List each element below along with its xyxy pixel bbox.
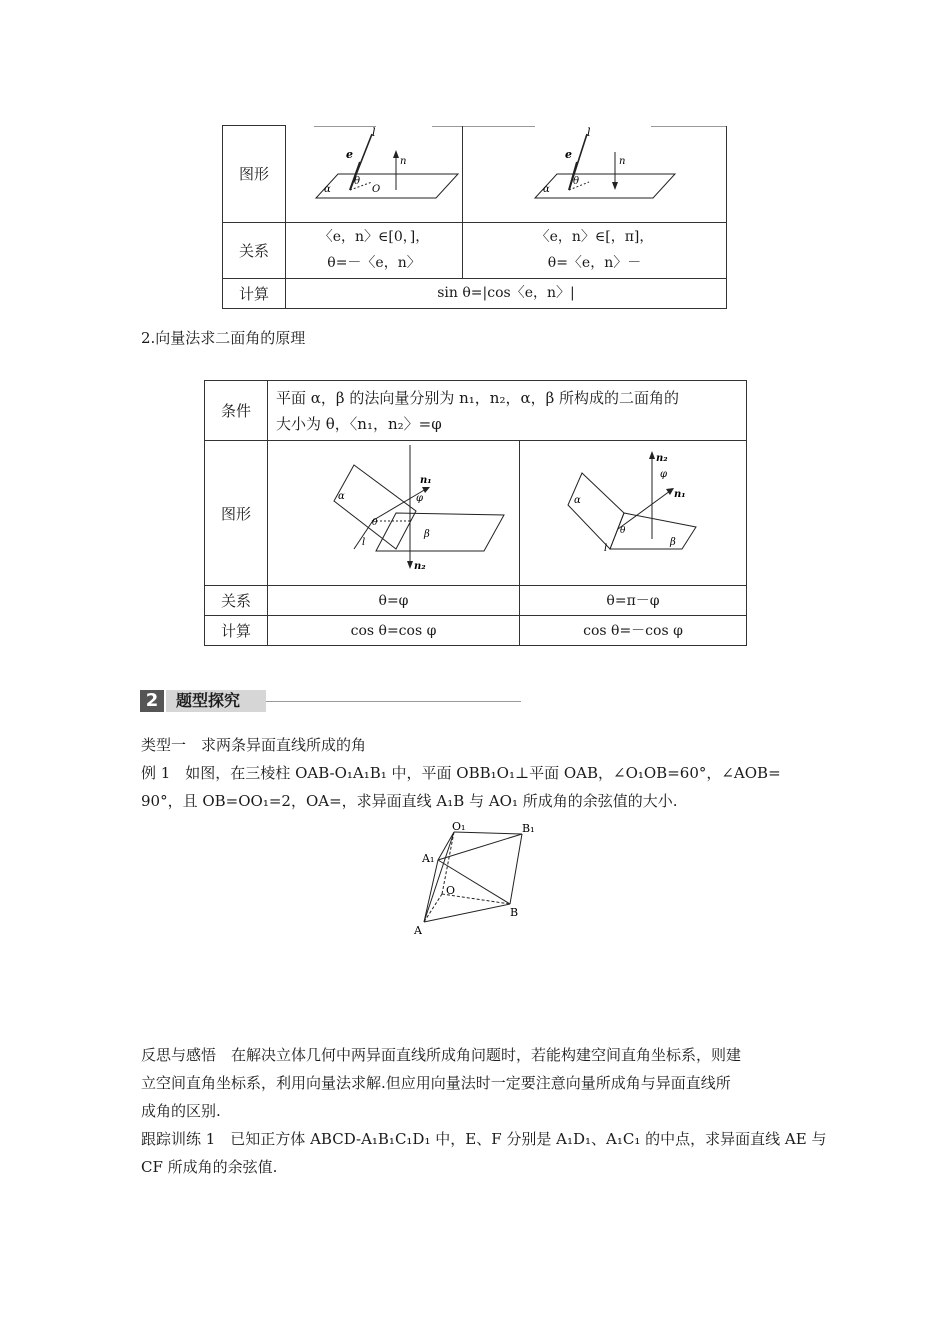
training-line-1: 跟踪训练 1 已知正方体 ABCD-A₁B₁C₁D₁ 中，E、F 分别是 A₁D₁、A₁C₁ 的中点，求异面直线 AE 与	[141, 1130, 827, 1148]
label-A1: A₁	[422, 852, 435, 865]
arrow-n	[612, 182, 618, 190]
table-dihedral-angle	[204, 380, 747, 646]
label-e: e	[346, 147, 353, 161]
edge-AB	[424, 904, 510, 922]
label-l: l	[604, 543, 608, 554]
label-n: n	[400, 155, 407, 167]
calc-cell-1: cos θ=cos φ	[268, 616, 520, 646]
figure-cell-2	[463, 126, 727, 223]
section-number-badge: 2	[140, 690, 164, 712]
reflection-line-2: 立空间直角坐标系，利用向量法求解.但应用向量法时一定要注意向量所成角与异面直线所	[141, 1074, 731, 1092]
condition-line-2: 大小为 θ，〈n₁，n₂〉=φ	[276, 414, 442, 433]
relation-1-line-2: θ=－〈e，n〉	[327, 255, 421, 271]
edge-AO1	[424, 832, 454, 922]
table-line-plane-angle	[222, 125, 727, 309]
prism-figure	[410, 820, 550, 940]
relation-cell-2	[463, 222, 727, 278]
condition-line-1: 平面 α，β 的法向量分别为 n₁，n₂，α，β 所构成的二面角的	[276, 388, 680, 407]
row-label-graph: 图形	[205, 441, 268, 586]
example-line-1: 例 1 如图，在三棱柱 OAB-O₁A₁B₁ 中，平面 OBB₁O₁⊥平面 OAB，∠O₁OB=60°，∠AOB=	[141, 764, 781, 782]
label-O: O	[372, 183, 381, 195]
arrow-n2	[407, 561, 413, 569]
row-label-graph: 图形	[223, 126, 286, 223]
section-heading-dihedral: 2.向量法求二面角的原理	[141, 329, 306, 347]
label-theta: θ	[573, 175, 580, 187]
row-label-calc: 计算	[223, 278, 286, 308]
row-label-calc: 计算	[205, 616, 268, 646]
section-title: 题型探究	[166, 690, 266, 712]
edge-A1B	[438, 860, 510, 904]
condition-cell	[268, 381, 747, 441]
label-alpha: α	[574, 495, 581, 506]
arrow-n2	[649, 451, 655, 459]
label-n: n	[619, 155, 626, 167]
label-n2: n₂	[656, 453, 668, 464]
label-n1: n₁	[420, 475, 432, 486]
label-B: B	[510, 906, 519, 919]
label-phi: φ	[660, 469, 668, 480]
row-label-relation: 关系	[223, 222, 286, 278]
type-heading: 类型一 求两条异面直线所成的角	[141, 736, 367, 754]
label-theta: θ	[620, 526, 626, 536]
label-alpha: α	[338, 491, 345, 502]
calc-cell-2: cos θ=－cos φ	[520, 616, 747, 646]
dihedral-figure-1	[268, 441, 519, 581]
arrow-n1	[666, 488, 674, 495]
training-line-2: CF 所成角的余弦值.	[141, 1158, 278, 1176]
label-theta: θ	[372, 518, 378, 528]
plane-beta	[376, 513, 504, 551]
dihedral-figure-cell-1	[268, 441, 520, 586]
arrow-n	[393, 150, 399, 158]
dihedral-figure-2	[520, 441, 746, 581]
section-rule	[266, 701, 521, 702]
plane-alpha	[334, 465, 416, 549]
plane-alpha	[568, 473, 624, 549]
label-beta: β	[670, 537, 676, 548]
label-l: l	[372, 125, 376, 139]
line-plane-figure-2	[463, 126, 726, 218]
plane-alpha	[316, 174, 458, 198]
row-label-condition: 条件	[205, 381, 268, 441]
label-B1: B₁	[522, 822, 535, 835]
label-alpha: α	[543, 183, 550, 195]
relation-cell-2: θ=π－φ	[520, 586, 747, 616]
label-O: O	[446, 884, 456, 897]
row-label-relation: 关系	[205, 586, 268, 616]
label-e: e	[565, 147, 572, 161]
edge-B1B	[510, 834, 522, 904]
relation-cell-1	[286, 222, 463, 278]
line-plane-figure-1	[286, 126, 462, 218]
label-l: l	[362, 537, 366, 548]
normal-n1-line	[618, 491, 670, 529]
label-theta: θ	[354, 175, 361, 187]
dihedral-figure-cell-2	[520, 441, 747, 586]
label-O1: O₁	[452, 820, 466, 833]
label-alpha: α	[324, 183, 331, 195]
figure-cell-1	[286, 126, 463, 223]
label-n2: n₂	[414, 561, 426, 572]
label-phi: φ	[416, 493, 424, 504]
label-n1: n₁	[674, 489, 686, 500]
edge-A1A	[424, 860, 438, 922]
reflection-line-3: 成角的区别.	[141, 1102, 221, 1120]
plane-alpha	[535, 174, 675, 198]
arrow-n1	[422, 487, 430, 493]
label-l: l	[587, 125, 591, 139]
calc-cell: sin θ=|cos〈e，n〉|	[286, 278, 727, 308]
reflection-line-1: 反思与感悟 在解决立体几何中两异面直线所成角问题时，若能构建空间直角坐标系，则建	[141, 1046, 742, 1064]
label-A: A	[414, 924, 422, 937]
relation-2-line-2: θ=〈e，n〉－	[547, 255, 642, 271]
label-beta: β	[424, 529, 430, 540]
example-line-2: 90°，且 OB=OO₁=2，OA=，求异面直线 A₁B 与 AO₁ 所成角的余弦值的大小.	[141, 792, 678, 810]
relation-1-line-1: 〈e，n〉∈[0，]，	[318, 229, 430, 245]
relation-2-line-1: 〈e，n〉∈[，π]，	[535, 229, 654, 245]
relation-cell-1: θ=φ	[268, 586, 520, 616]
